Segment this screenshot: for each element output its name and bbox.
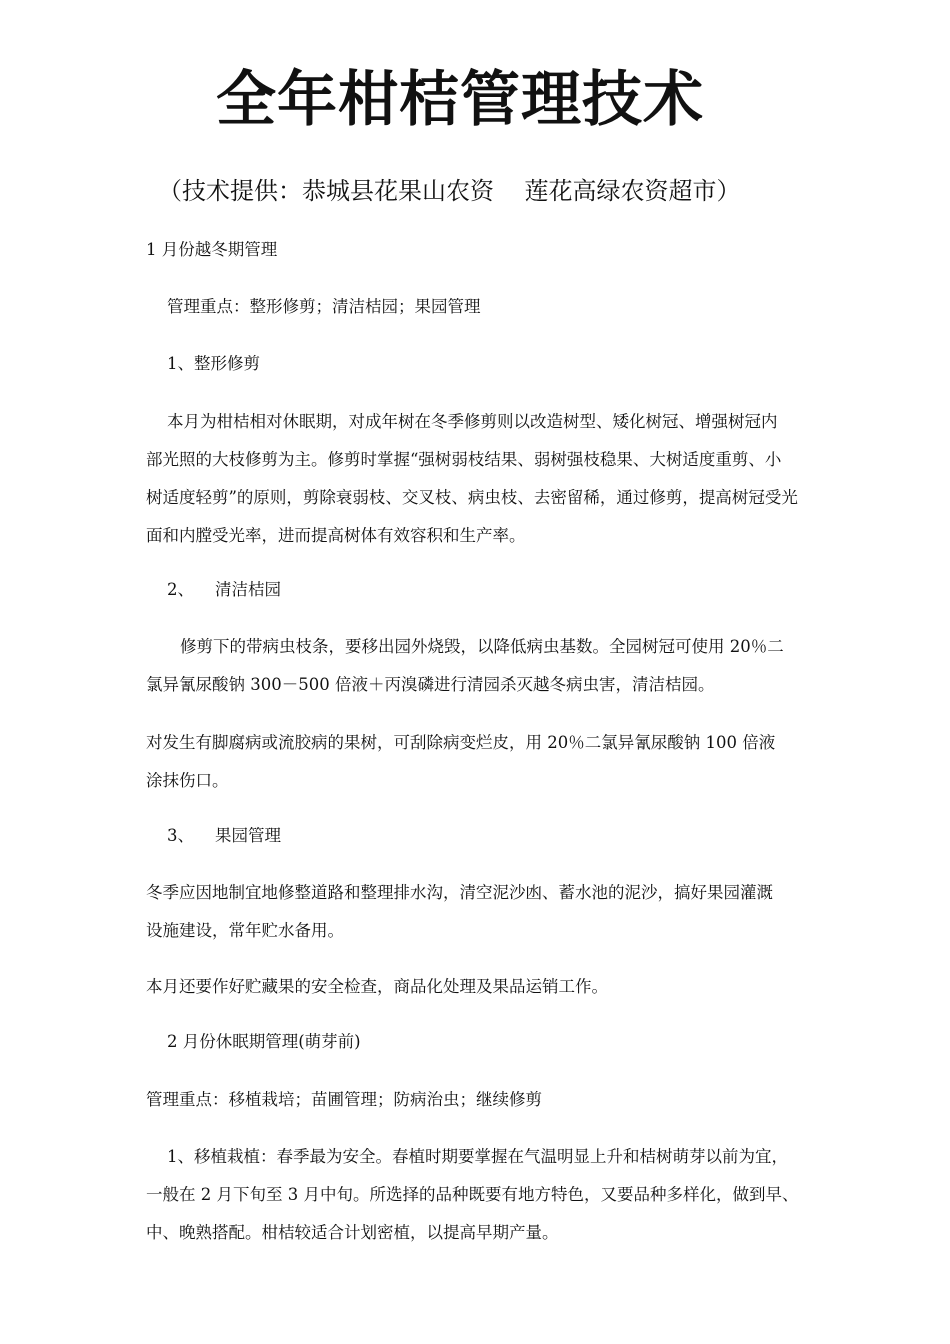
paragraph-line: 涂抹伤口。 — [146, 771, 229, 790]
paragraph-line: 树适度轻剪”的原则，剪除衰弱枝、交叉枝、病虫枝、去密留稀，通过修剪，提高树冠受光 — [146, 488, 798, 507]
paragraph-line: 本月为柑桔相对休眠期，对成年树在冬季修剪则以改造树型、矮化树冠、增强树冠内 — [167, 412, 778, 431]
paragraph-line: 中、晚熟搭配。柑桔较适合计划密植，以提高早期产量。 — [146, 1223, 559, 1242]
management-focus-february: 管理重点：移植栽培；苗圃管理；防病治虫；继续修剪 — [146, 1090, 542, 1109]
management-focus-january: 管理重点：整形修剪；清洁桔园；果园管理 — [167, 297, 481, 316]
paragraph-line: 部光照的大枝修剪为主。修剪时掌握“强树弱枝结果、弱树强枝稳果、大树适度重剪、小 — [146, 450, 782, 469]
subheading-orchard-management: 3、 果园管理 — [167, 826, 281, 845]
paragraph-line: 设施建设，常年贮水备用。 — [146, 921, 344, 940]
paragraph-line: 修剪下的带病虫枝条，要移出园外烧毁，以降低病虫基数。全园树冠可使用 20％二 — [180, 637, 784, 656]
page-subtitle: （技术提供：恭城县花果山农资 莲花高绿农资超市） — [158, 177, 741, 205]
paragraph-line: 1、移植栽植：春季最为安全。春植时期要掌握在气温明显上升和桔树萌芽以前为宜， — [167, 1147, 788, 1166]
paragraph-line: 面和内膛受光率，进而提高树体有效容积和生产率。 — [146, 526, 526, 545]
subheading-clean-orchard: 2、 清洁桔园 — [167, 580, 281, 599]
paragraph-line: 冬季应因地制宜地修整道路和整理排水沟，清空泥沙凼、蓄水池的泥沙，搞好果园灌溉 — [146, 883, 773, 902]
paragraph-line: 氯异氰尿酸钠 300－500 倍液＋丙溴磷进行清园杀灭越冬病虫害，清洁桔园。 — [146, 675, 715, 694]
paragraph-line: 对发生有脚腐病或流胶病的果树，可刮除病变烂皮，用 20％二氯异氰尿酸钠 100 倍液 — [146, 733, 776, 752]
paragraph-line: 本月还要作好贮藏果的安全检查，商品化处理及果品运销工作。 — [146, 977, 608, 996]
page-title: 全年柑桔管理技术 — [216, 65, 704, 135]
subheading-pruning: 1、整形修剪 — [167, 354, 260, 373]
section-heading-january: 1 月份越冬期管理 — [146, 240, 278, 259]
section-heading-february: 2 月份休眠期管理(萌芽前) — [167, 1032, 361, 1051]
paragraph-line: 一般在 2 月下旬至 3 月中旬。所选择的品种既要有地方特色，又要品种多样化，做到早、 — [146, 1185, 799, 1204]
